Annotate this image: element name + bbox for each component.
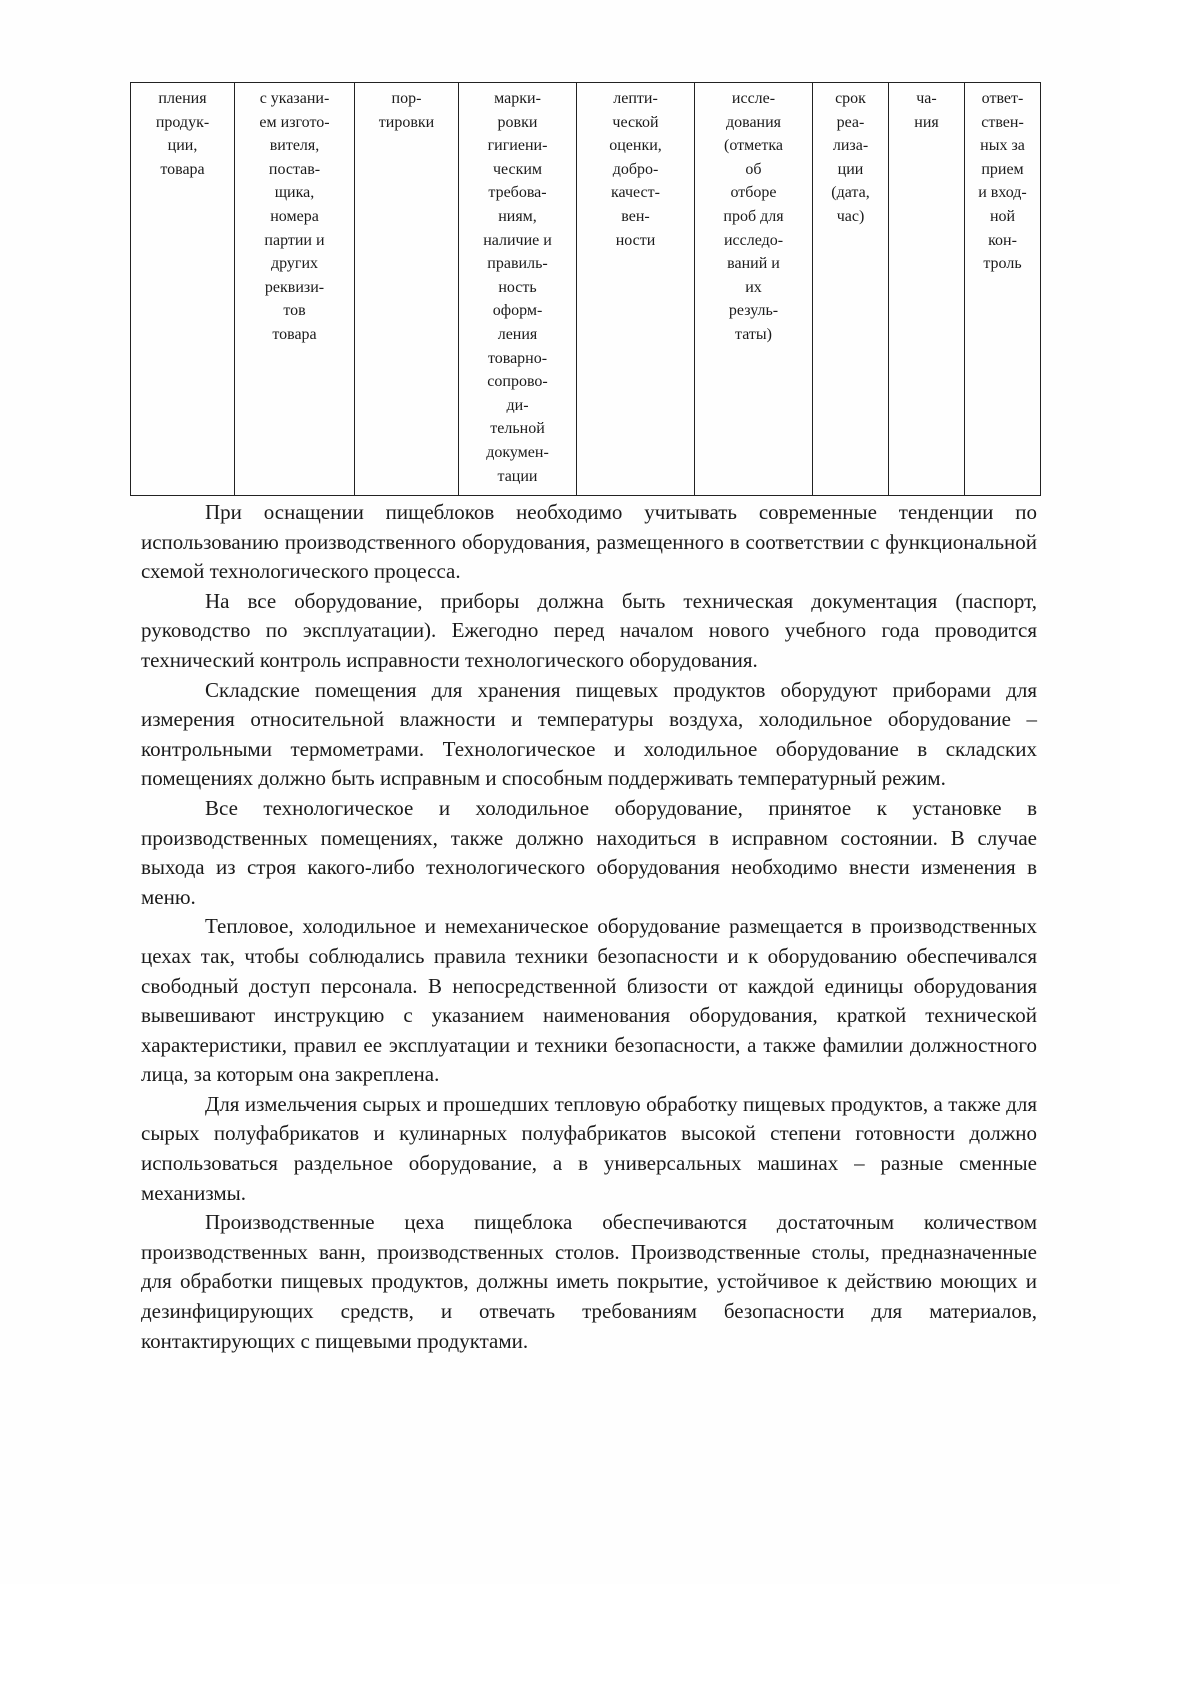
- paragraph: Все технологическое и холодильное оборудование, принятое к установке в производственных помещениях, также должно находиться в исправном состоянии. В случае выхода из строя какого-либо технологического оборудования необходимо внести изменения в меню.: [141, 795, 1037, 909]
- table-cell: [965, 83, 1041, 496]
- table-row: [131, 83, 1041, 496]
- cell-text: с указани- ем изгото- вителя, постав- щика, номера партии и других реквизи- тов товара: [259, 90, 330, 343]
- table-cell: [577, 83, 695, 496]
- journal-table: [130, 82, 1041, 496]
- cell-text: ответ- ствен- ных за прием и вход- ной кон- троль: [978, 90, 1027, 273]
- body-text: [141, 498, 1037, 1356]
- cell-text: иссле- дования (отметка об отборе проб для исследо- ваний и их резуль- таты): [723, 90, 784, 343]
- cell-text: пор- тировки: [378, 90, 435, 131]
- paragraph: Складские помещения для хранения пищевых продуктов оборудуют приборами для измерения относительной влажности и температуры воздуха, холодильное оборудование – контрольными термометрами. Технологическое и холодильное оборудование в складских помещениях должно быть исправным и способным поддерживать температурный режим.: [141, 677, 1037, 791]
- table-cell: [235, 83, 355, 496]
- table-cell: [695, 83, 813, 496]
- cell-text: лепти- ческой оценки, добро- качест- вен- ности: [609, 90, 662, 249]
- paragraph: На все оборудование, приборы должна быть техническая документация (паспорт, руководство по эксплуатации). Ежегодно перед началом нового учебного года проводится технический контроль исправности технологического оборудования.: [141, 588, 1037, 672]
- cell-text: срок реа- лиза- ции (дата, час): [831, 90, 870, 225]
- cell-text: ча- ния: [914, 90, 939, 131]
- cell-text: марки- ровки гигиени- ческим требова- ниям, наличие и правиль- ность оформ- ления товарно- сопрово- ди- тельной докумен- тации: [483, 90, 552, 485]
- table-cell: [813, 83, 889, 496]
- paragraph: При оснащении пищеблоков необходимо учитывать современные тенденции по использованию производственного оборудования, размещенного в соответствии с функциональной схемой технологического процесса.: [141, 500, 1037, 584]
- cell-text: пления продук- ции, товара: [155, 90, 210, 178]
- paragraph: Для измельчения сырых и прошедших тепловую обработку пищевых продуктов, а также для сырых полуфабрикатов и кулинарных полуфабрикатов высокой степени готовности должно использоваться раздельное оборудование, а в универсальных машинах – разные сменные механизмы.: [141, 1091, 1037, 1205]
- table-cell: [889, 83, 965, 496]
- table-cell: [459, 83, 577, 496]
- paragraph: Тепловое, холодильное и немеханическое оборудование размещается в производственных цехах так, чтобы соблюдались правила техники безопасности и к оборудованию обеспечивался свободный доступ персонала. В непосредственной близости от каждой единицы оборудования вывешивают инструкцию с указанием наименования оборудования, краткой технической характеристики, правил ее эксплуатации и техники безопасности, а также фамилии должностного лица, за которым она закреплена.: [141, 914, 1037, 1087]
- table-cell: [355, 83, 459, 496]
- table-cell: [131, 83, 235, 496]
- paragraph: Производственные цеха пищеблока обеспечиваются достаточным количеством производственных ванн, производственных столов. Производственные столы, предназначенные для обработки пищевых продуктов, должны иметь покрытие, устойчивое к действию моющих и дезинфицирующих средств, и отвечать требованиям безопасности для материалов, контактирующих с пищевыми продуктами.: [141, 1210, 1037, 1353]
